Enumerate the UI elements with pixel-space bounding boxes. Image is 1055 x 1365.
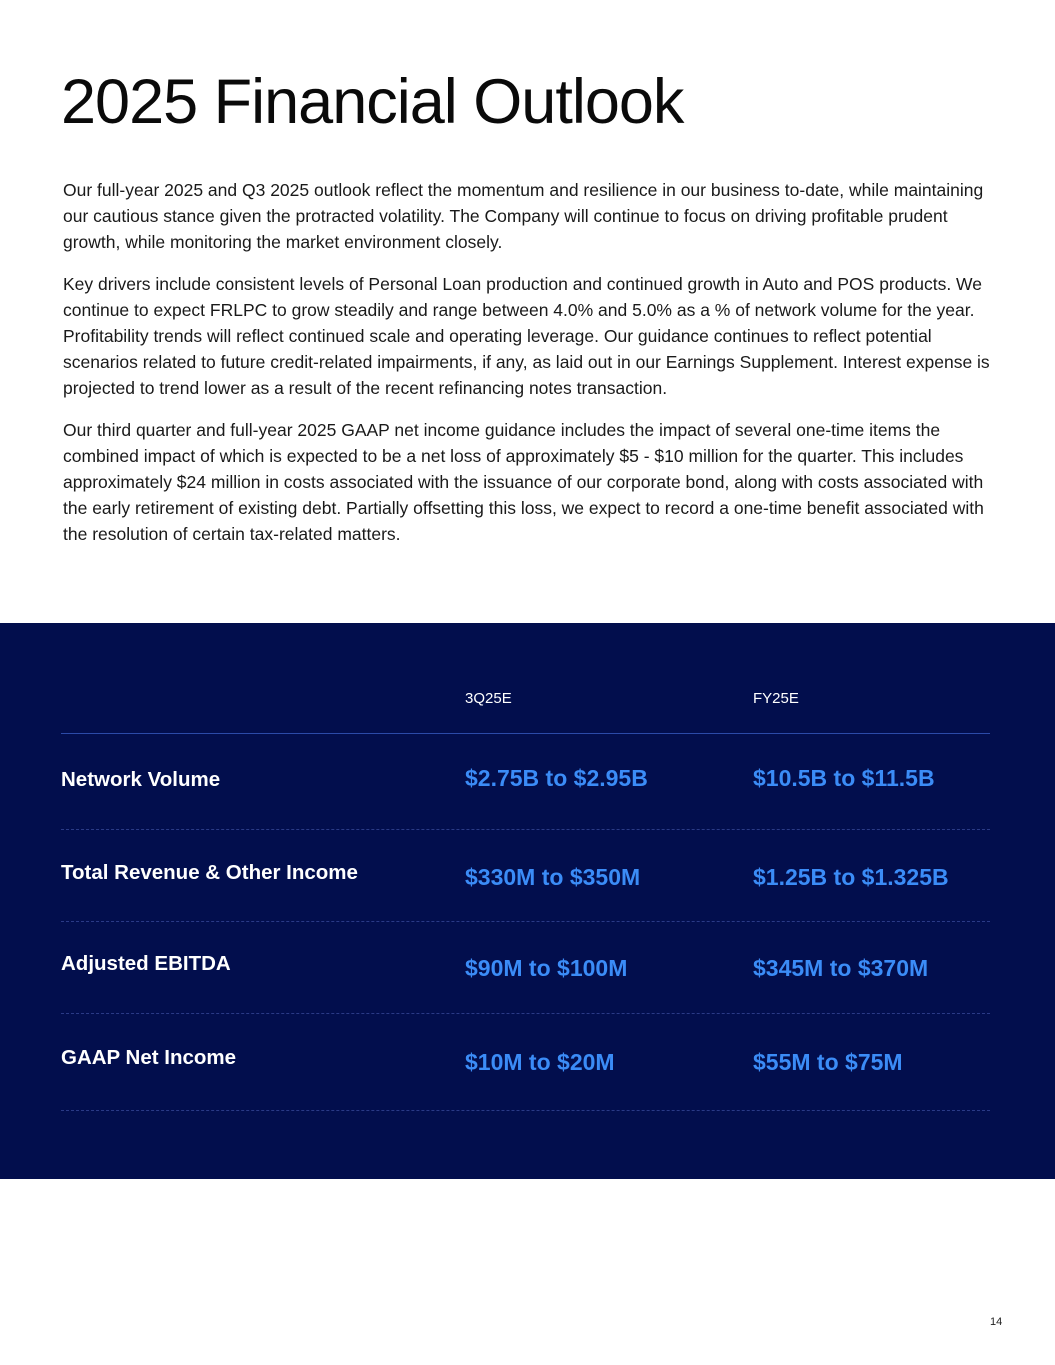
row-label-network-volume: Network Volume [61,768,221,791]
header-divider [61,733,990,734]
value-3q-network-volume: $2.75B to $2.95B [465,765,648,791]
value-3q-total-revenue: $330M to $350M [465,864,641,890]
page-number: 14 [990,1316,1003,1328]
value-3q-adjusted-ebitda: $90M to $100M [465,955,628,981]
outlook-body [63,178,998,564]
paragraph: Our full-year 2025 and Q3 2025 outlook reflect the momentum and resilience in our business to-date, while maintaining our cautious stance given the protracted volatility. The Company will continue to focus on driving profitable prudent growth, while monitoring the market environment closely. [63,180,984,252]
page-title: 2025 Financial Outlook [61,67,684,137]
paragraph: Key drivers include consistent levels of Personal Loan production and continued growth in Auto and POS products. We continue to expect FRLPC to grow steadily and range between 4.0% and 5.0% as a % of network volume for the year. Profitability trends will reflect continued scale and operating leverage. Our guidance continues to reflect potential scenarios related to future credit-related impairments, if any, as laid out in our Earnings Supplement. Interest expense is projected to trend lower as a result of the recent refinancing notes transaction. [63,274,990,398]
row-divider [61,829,990,830]
value-3q-gaap-net-income: $10M to $20M [465,1049,615,1075]
row-label-total-revenue: Total Revenue & Other Income [61,861,358,884]
row-label-adjusted-ebitda: Adjusted EBITDA [61,952,231,975]
paragraph: Our third quarter and full-year 2025 GAAP net income guidance includes the impact of several one-time items the combined impact of which is expected to be a net loss of approximately $5 - $10 million for the quarter. This includes approximately $24 million in costs associated with the issuance of our corporate bond, along with costs associated with the early retirement of existing debt. Partially offsetting this loss, we expect to record a one-time benefit associated with the resolution of certain tax-related matters. [63,420,984,544]
column-header-fy25e: FY25E [753,690,799,707]
guidance-panel [0,623,1055,1179]
value-fy-total-revenue: $1.25B to $1.325B [753,864,949,890]
column-header-3q25e: 3Q25E [465,690,512,707]
value-fy-adjusted-ebitda: $345M to $370M [753,955,929,981]
row-divider [61,1110,990,1111]
value-fy-gaap-net-income: $55M to $75M [753,1049,903,1075]
row-divider [61,921,990,922]
row-label-gaap-net-income: GAAP Net Income [61,1046,237,1069]
row-divider [61,1013,990,1014]
value-fy-network-volume: $10.5B to $11.5B [753,765,935,791]
